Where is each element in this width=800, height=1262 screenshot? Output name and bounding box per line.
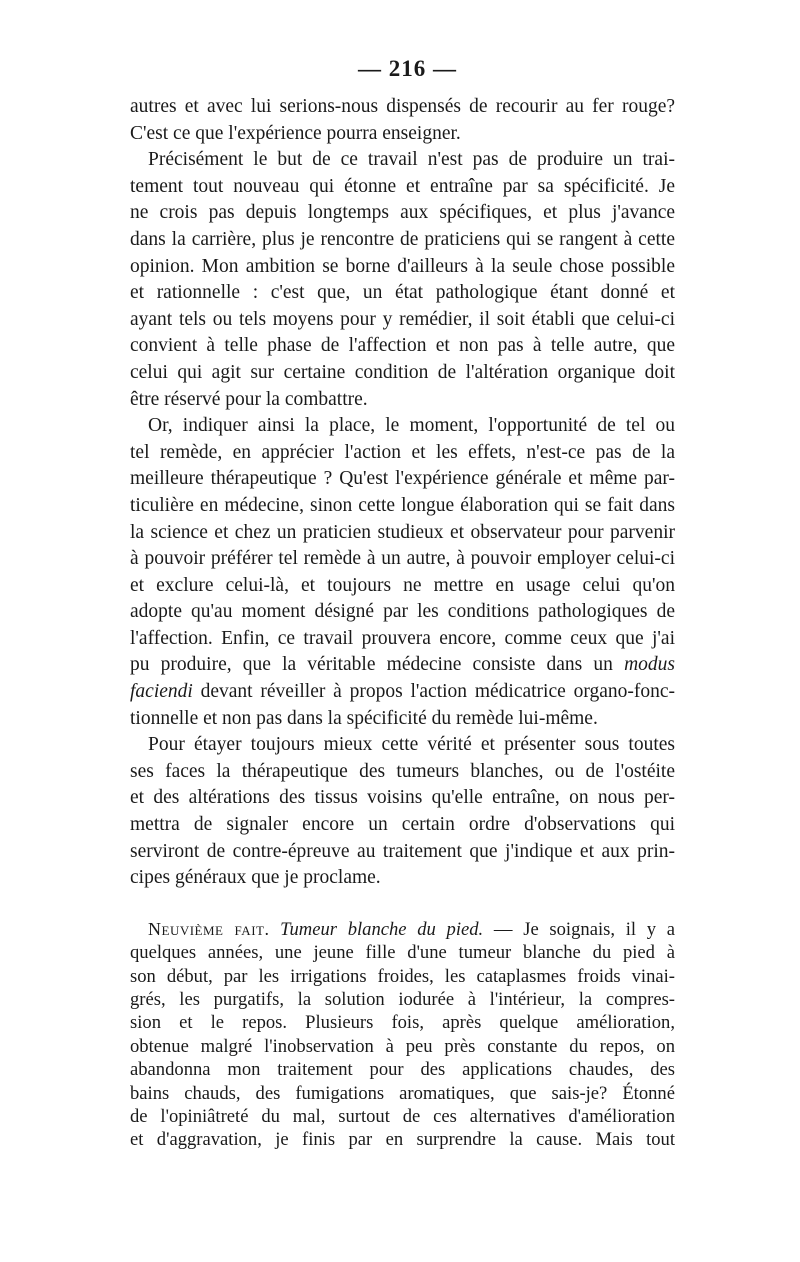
italic-phrase: modus: [624, 654, 676, 676]
text-line: sion et le repos. Plusieurs fois, après quelque amélioration,: [130, 1012, 675, 1034]
text-line: autres et avec lui serions-nous dispensés de recourir au fer rouge?: [130, 96, 675, 117]
text-line: à pouvoir préférer tel remède à un autre, à pouvoir employer celui-ci: [130, 548, 675, 570]
text-line: et exclure celui-là, et toujours ne mettre en usage celui qu'on: [130, 574, 675, 596]
text-line: tement tout nouveau qui étonne et entraîne par sa spécificité. Je: [130, 175, 675, 197]
text-fragment: pu produire, que la véritable médecine consiste dans un: [130, 654, 613, 676]
text-line: Précisément le but de ce travail n'est pas de produire un trai-: [148, 149, 675, 171]
text-line: C'est ce que l'expérience pourra enseigner.: [130, 122, 461, 144]
text-line: [130, 918, 675, 941]
section-gap: [130, 892, 675, 918]
text-line: obtenue malgré l'inobservation à peu près constante du repos, on: [130, 1035, 675, 1057]
case-section: [130, 918, 675, 1152]
text-line: et rationnelle : c'est que, un état pathologique étant donné et: [130, 282, 675, 304]
text-line: ses faces la thérapeutique des tumeurs blanches, ou de l'ostéite: [130, 760, 675, 782]
case-heading: Neuvième fait.: [148, 918, 270, 939]
text-line: Pour étayer toujours mieux cette vérité et présenter sous toutes: [148, 734, 675, 756]
text-line: et des altérations des tissus voisins qu'elle entraîne, on nous per-: [130, 787, 675, 809]
italic-phrase: faciendi: [130, 681, 193, 703]
text-line: quelques années, une jeune fille d'une tumeur blanche du pied à: [130, 942, 675, 964]
text-line: son début, par les irrigations froides, les cataplasmes froids vinai-: [130, 965, 675, 987]
text-line: ne crois pas depuis longtemps aux spécifiques, et plus j'avance: [130, 202, 675, 224]
paragraph-2: [130, 147, 675, 413]
text-line: [130, 679, 675, 706]
text-line: ayant tels ou tels moyens pour y remédier, il soit établi que celui-ci: [130, 308, 675, 330]
text-line: celui qui agit sur certaine condition de l'altération organique doit: [130, 361, 675, 383]
text-line: être réservé pour la combattre.: [130, 388, 368, 410]
text-line: bains chauds, des fumigations aromatiques, que sais-je? Étonné: [130, 1082, 675, 1104]
text-line: tel remède, en apprécier l'action et les effets, n'est-ce pas de la: [130, 441, 675, 463]
text-line: et d'aggravation, je finis par en surprendre la cause. Mais tout: [130, 1129, 675, 1151]
page-number: — 216 —: [358, 56, 457, 81]
text-line: grés, les purgatifs, la solution iodurée à l'intérieur, la compres-: [130, 988, 675, 1010]
text-line: [130, 652, 675, 679]
text-fragment: devant réveiller à propos l'action médicatrice organo-fonc-: [200, 681, 675, 703]
text-line: cipes généraux que je proclame.: [130, 867, 381, 889]
text-line: dans la carrière, plus je rencontre de praticiens qui se rangent à cette: [130, 228, 675, 250]
paragraph-1: [130, 94, 675, 147]
text-line: adopte qu'au moment désigné par les conditions pathologiques de: [130, 601, 675, 623]
text-line: opinion. Mon ambition se borne d'ailleurs à la seule chose possible: [130, 255, 675, 277]
paragraph-3: [130, 413, 675, 732]
text-line: meilleure thérapeutique ? Qu'est l'expérience générale et même par-: [130, 468, 675, 490]
text-line: l'affection. Enfin, ce travail prouvera encore, comme ceux que j'ai: [130, 627, 675, 649]
text-line: la science et chez un praticien studieux et observateur pour parvenir: [130, 521, 675, 543]
paragraph-4: [130, 732, 675, 892]
text-line: abandonna mon traitement pour des applications chaudes, des: [130, 1059, 675, 1081]
case-title: Tumeur blanche du pied.: [280, 918, 484, 940]
text-line: serviront de contre-épreuve au traitement que j'indique et aux prin-: [130, 840, 675, 862]
text-line: convient à telle phase de l'affection et non pas à telle autre, que: [130, 335, 675, 357]
text-line: ticulière en médecine, sinon cette longue élaboration qui se fait dans: [130, 494, 675, 516]
text-line: de l'opiniâtreté du mal, surtout de ces alternatives d'amélioration: [130, 1105, 675, 1127]
text-line: tionnelle et non pas dans la spécificité du remède lui-même.: [130, 707, 598, 729]
text-line: Or, indiquer ainsi la place, le moment, l'opportunité de tel ou: [148, 415, 675, 437]
text-line: mettra de signaler encore un certain ordre d'observations qui: [130, 814, 675, 836]
book-page: [130, 56, 675, 1152]
text-fragment: — Je soignais, il y a: [493, 918, 675, 940]
